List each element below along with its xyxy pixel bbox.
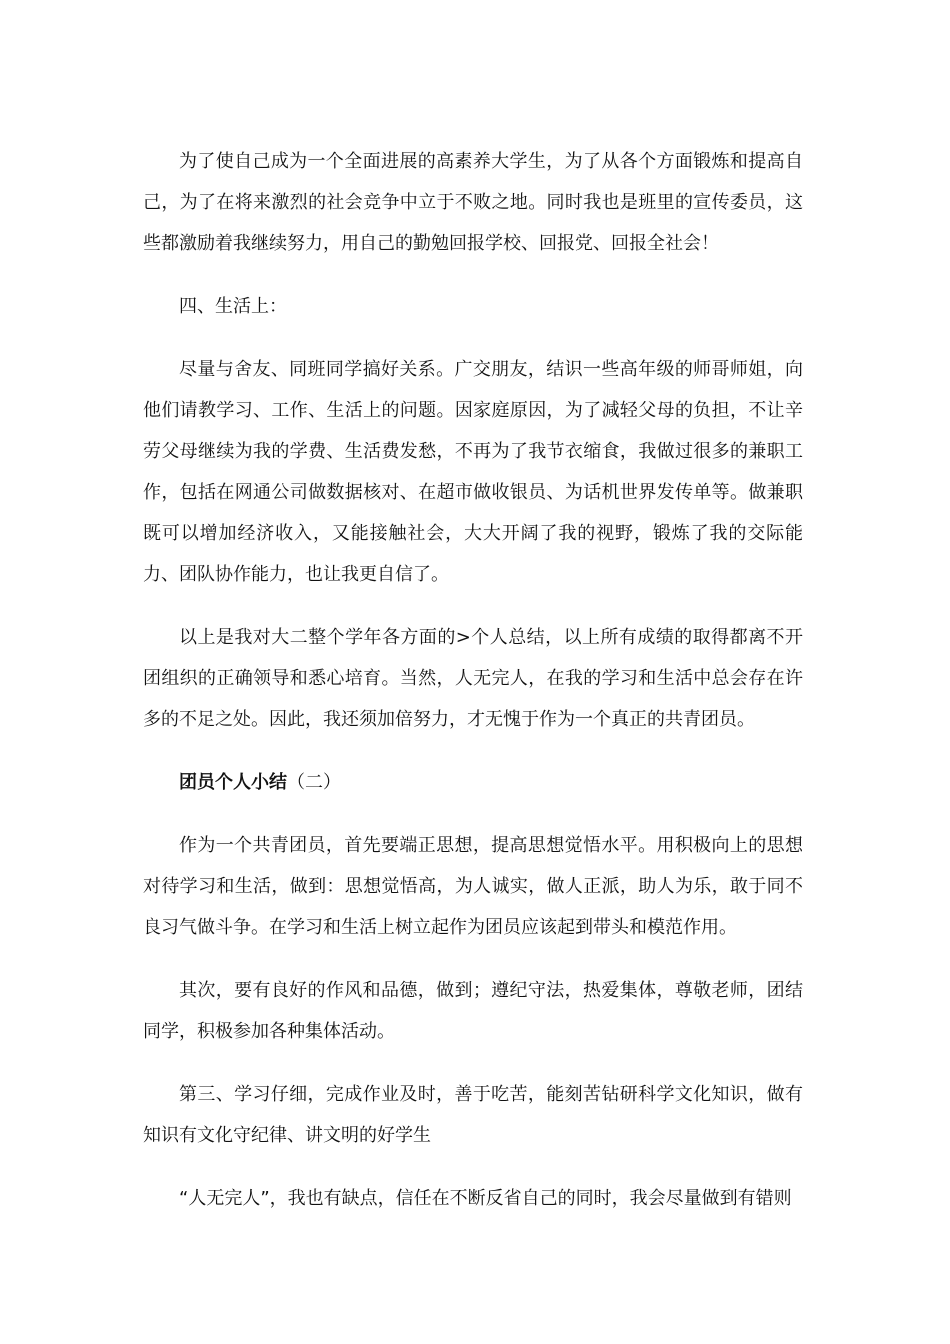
- paragraph-intro: 为了使自己成为一个全面进展的高素养大学生，为了从各个方面锻炼和提高自己，为了在将来激烈的社会竞争中立于不败之地。同时我也是班里的宣传委员，这些都激励着我继续努力，用自己的勤勉回报学校、回报党、回报全社会！: [143, 151, 803, 254]
- section-heading-title: 团员个人小结: [179, 772, 287, 793]
- paragraph-summary: 以上是我对大二整个学年各方面的>个人总结，以上所有成绩的取得都离不开团组织的正确领导和悉心培育。当然，人无完人，在我的学习和生活中总会存在许多的不足之处。因此，我还须加倍努力，才无愧于作为一个真正的共青团员。: [143, 627, 803, 730]
- paragraph-thought: 作为一个共青团员，首先要端正思想，提高思想觉悟水平。用积极向上的思想对待学习和生活，做到：思想觉悟高，为人诚实，做人正派，助人为乐，敢于同不良习气做斗争。在学习和生活上树立起作为团员应该起到带头和模范作用。: [143, 835, 803, 938]
- section-heading: [143, 762, 803, 803]
- paragraph-life: 尽量与舍友、同班同学搞好关系。广交朋友，结识一些高年级的师哥师姐，向他们请教学习、工作、生活上的问题。因家庭原因，为了减轻父母的负担，不让辛劳父母继续为我的学费、生活费发愁，不再为了我节衣缩食，我做过很多的兼职工作，包括在网通公司做数据核对、在超市做收银员、为话机世界发传单等。做兼职既可以增加经济收入，又能接触社会，大大开阔了我的视野，锻炼了我的交际能力、团队协作能力，也让我更自信了。: [143, 359, 803, 585]
- paragraph-study: 第三、学习仔细，完成作业及时，善于吃苦，能刻苦钻研科学文化知识，做有知识有文化守纪律、讲文明的好学生: [143, 1084, 803, 1146]
- document-body: [143, 141, 803, 1219]
- paragraph-conduct: 其次，要有良好的作风和品德，做到；遵纪守法，热爱集体，尊敬老师，团结同学，积极参加各种集体活动。: [143, 980, 803, 1042]
- paragraph-reflection: “人无完人”，我也有缺点，信任在不断反省自己的同时，我会尽量做到有错则: [179, 1188, 792, 1209]
- section-heading-suffix: （二）: [287, 772, 341, 793]
- section-title-life: 四、生活上：: [179, 296, 287, 317]
